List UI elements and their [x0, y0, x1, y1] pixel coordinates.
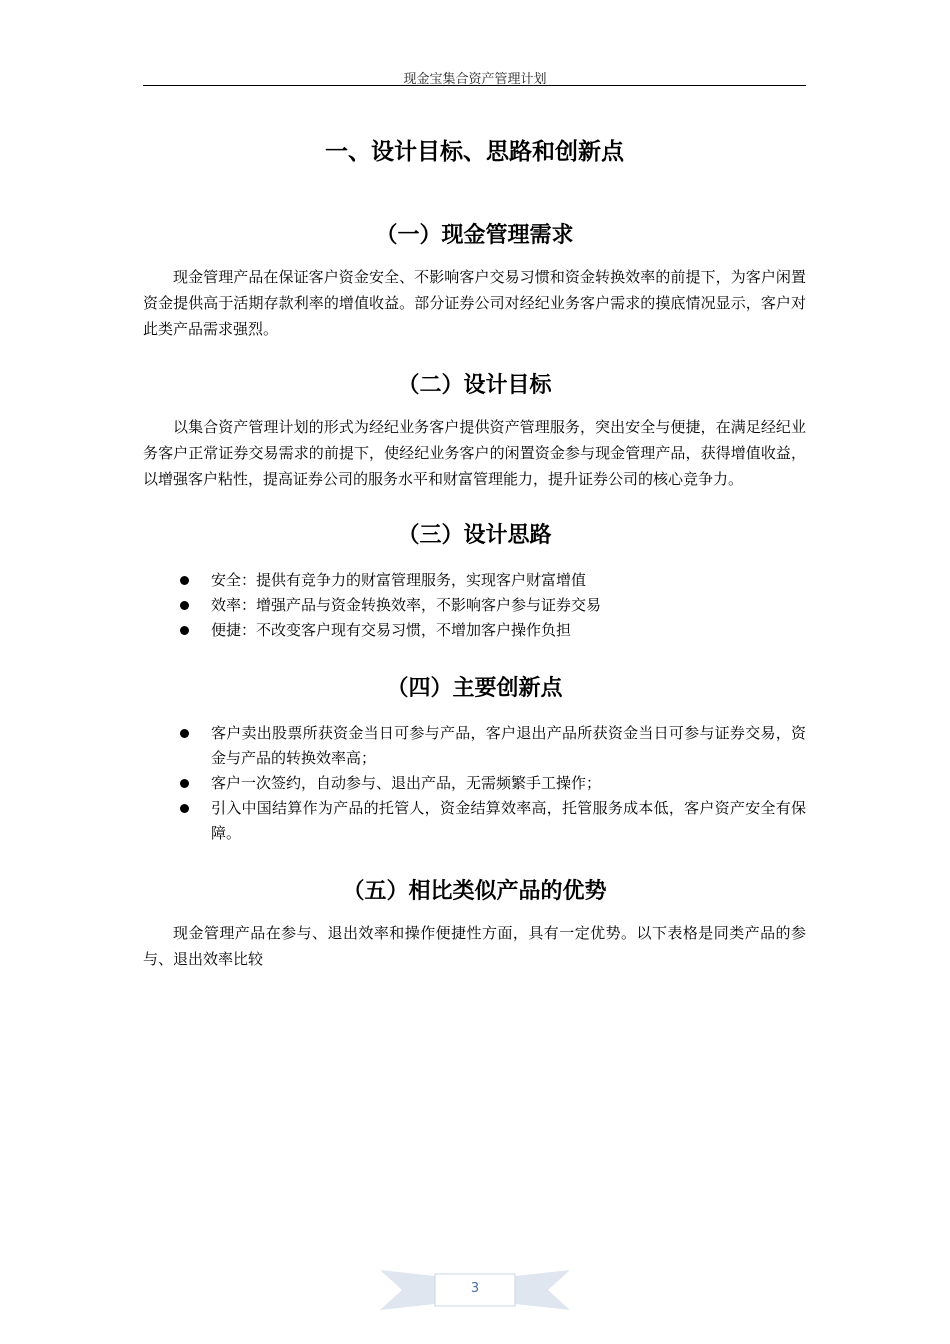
header-divider: [143, 85, 806, 86]
section-heading: （一）现金管理需求: [375, 223, 574, 248]
bullet-icon: [180, 779, 189, 788]
section-cash-management-needs: [143, 214, 806, 342]
section-main-innovations: [143, 667, 806, 846]
list-item: [143, 771, 806, 796]
list-item-text: 效率：增强产品与资金转换效率，不影响客户参与证券交易: [211, 596, 602, 614]
bullet-icon: [180, 626, 189, 635]
running-header: 现金宝集合资产管理计划: [403, 72, 547, 87]
list-item-text: 便捷：不改变客户现有交易习惯，不增加客户操作负担: [211, 621, 572, 639]
bullet-icon: [180, 576, 189, 585]
list-item-text: 客户一次签约，自动参与、退出产品，无需频繁手工操作；: [211, 774, 602, 792]
list-item: [143, 721, 806, 771]
section-paragraph: 现金管理产品在参与、退出效率和操作便捷性方面，具有一定优势。以下表格是同类产品的参与、退出效率比较: [143, 924, 806, 968]
main-heading: 一、设计目标、思路和创新点: [325, 139, 624, 165]
section-paragraph: 以集合资产管理计划的形式为经纪业务客户提供资产管理服务，突出安全与便捷，在满足经纪业务客户正常证券交易需求的前提下，使经纪业务客户的闲置资金参与现金管理产品，获得增值收益，以增强客户粘性，提高证券公司的服务水平和财富管理能力，提升证券公司的核心竞争力。: [143, 418, 806, 488]
section-heading: （三）设计思路: [397, 523, 552, 548]
section-design-ideas: [143, 514, 806, 643]
page-footer: [380, 1266, 570, 1314]
section-design-goals: [143, 364, 806, 492]
list-item-text: 引入中国结算作为产品的托管人，资金结算效率高，托管服务成本低，客户资产安全有保障。: [211, 799, 806, 842]
bullet-icon: [180, 729, 189, 738]
list-item: [143, 593, 806, 618]
bullet-icon: [180, 804, 189, 813]
bullet-list: [143, 721, 806, 846]
bullet-icon: [180, 601, 189, 610]
list-item: [143, 618, 806, 643]
list-item-text: 安全：提供有竞争力的财富管理服务，实现客户财富增值: [211, 571, 587, 589]
list-item: [143, 796, 806, 846]
section-heading: （四）主要创新点: [386, 676, 563, 701]
list-item-text: 客户卖出股票所获资金当日可参与产品，客户退出产品所获资金当日可参与证券交易，资金与产品的转换效率高；: [211, 724, 806, 767]
section-heading: （五）相比类似产品的优势: [342, 879, 607, 904]
section-heading: （二）设计目标: [397, 373, 552, 398]
list-item: [143, 568, 806, 593]
page-number: 3: [470, 1281, 480, 1296]
section-paragraph: 现金管理产品在保证客户资金安全、不影响客户交易习惯和资金转换效率的前提下，为客户闲置资金提供高于活期存款利率的增值收益。部分证券公司对经纪业务客户需求的摸底情况显示，客户对此类产品需求强烈。: [143, 268, 806, 338]
page-content: [143, 130, 806, 994]
section-advantages: [143, 870, 806, 972]
bullet-list: [143, 568, 806, 643]
